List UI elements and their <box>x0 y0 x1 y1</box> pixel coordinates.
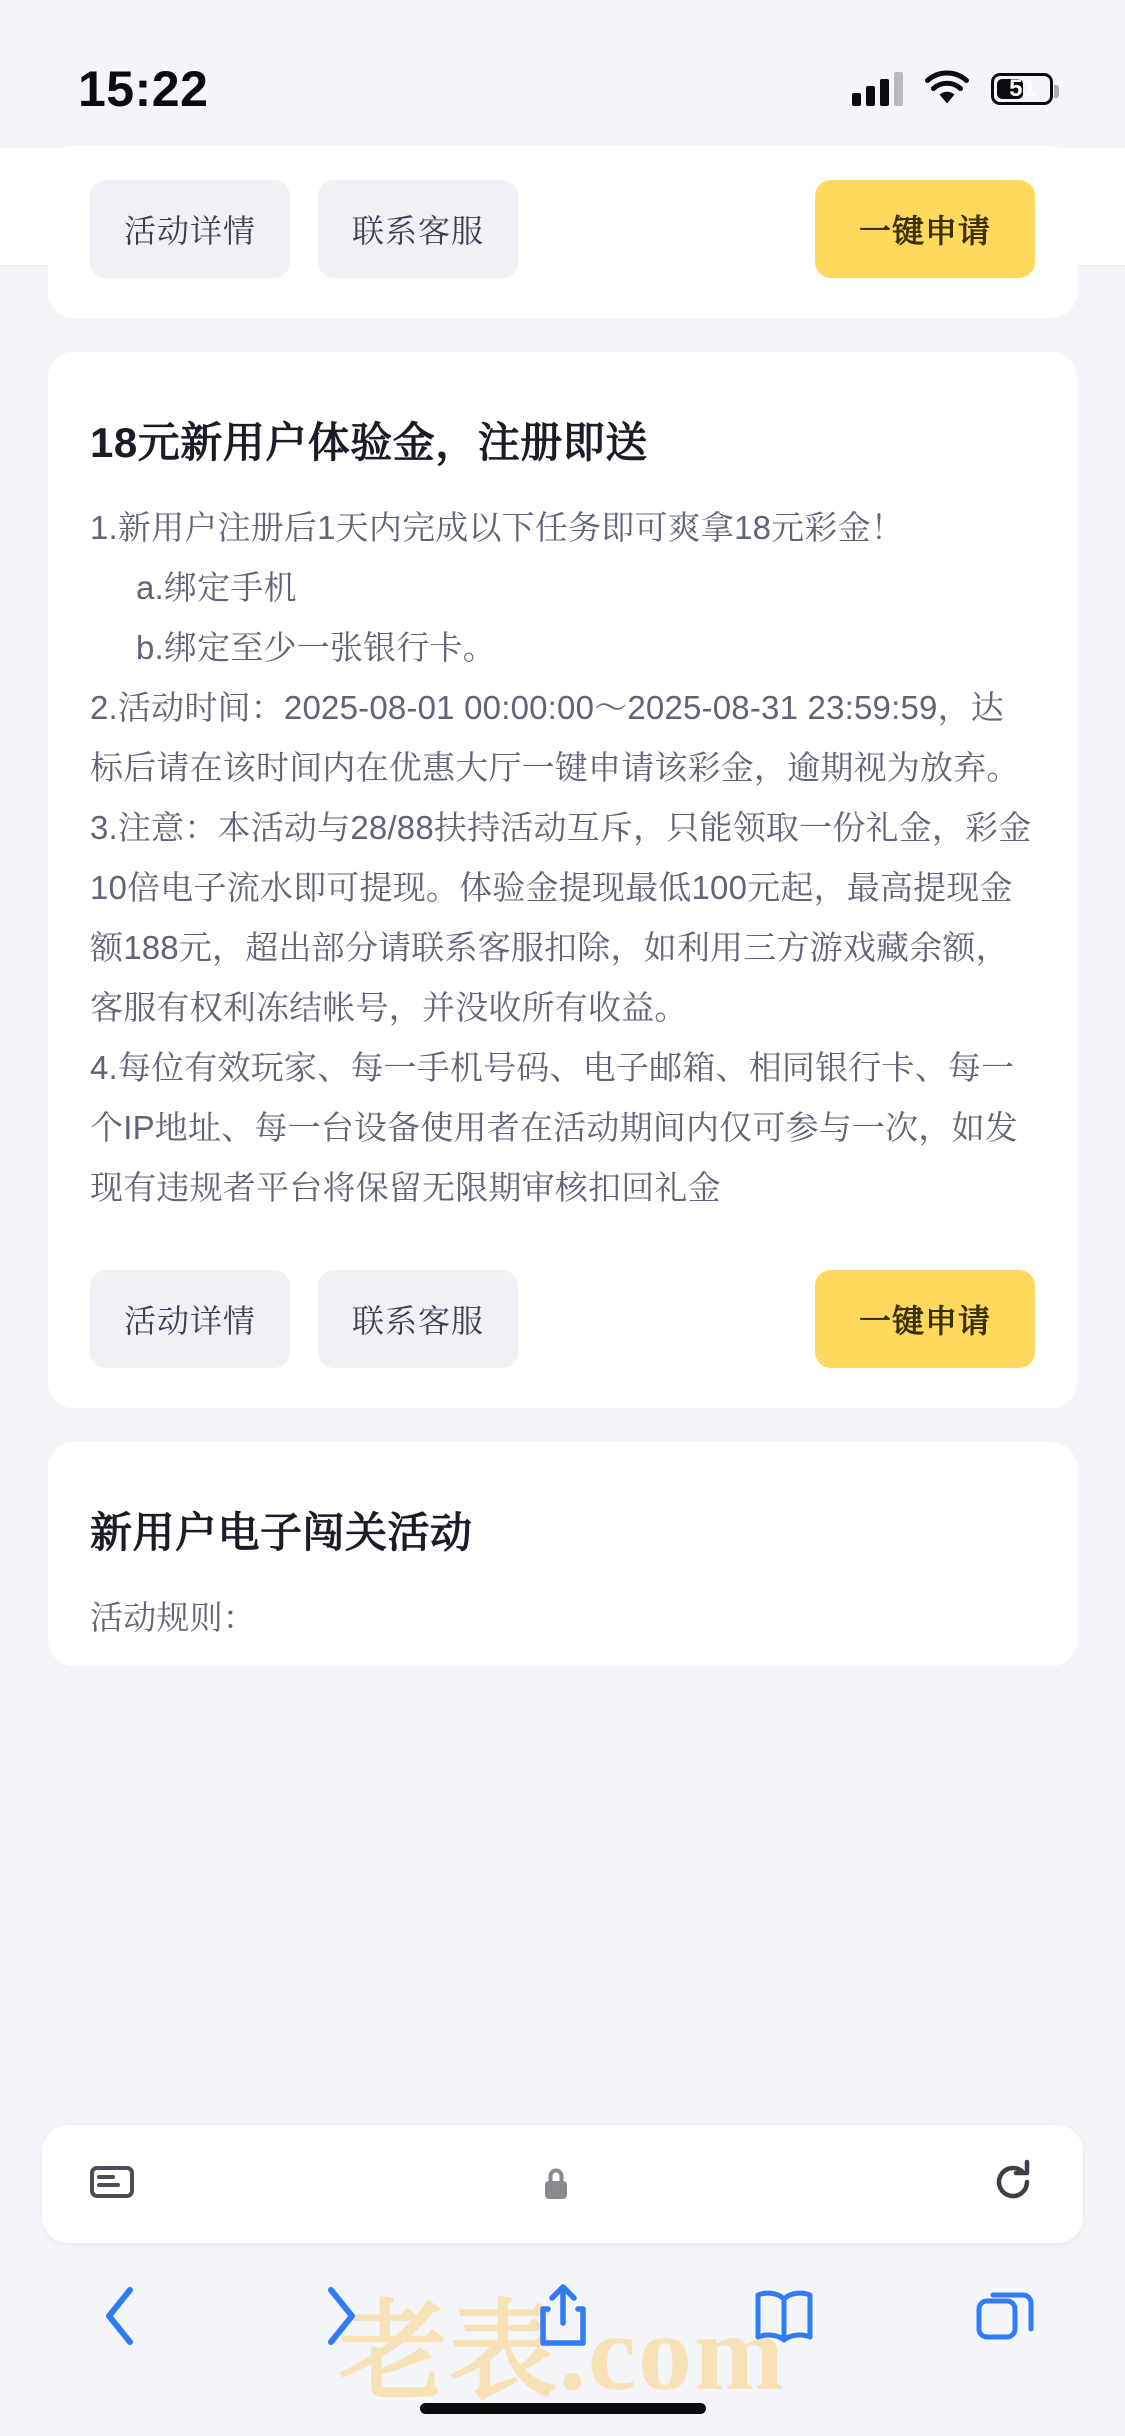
promo-rule-line: a.绑定手机 <box>136 569 297 606</box>
promo-list[interactable] <box>0 213 1125 2111</box>
book-icon <box>752 2287 816 2345</box>
browser-toolbar <box>0 2243 1125 2413</box>
watermark: 老表.com <box>339 2294 786 2413</box>
share-icon <box>535 2281 591 2351</box>
promo-rule-line: 3.注意：本活动与28/88扶持活动互斥，只能领取一份礼金，彩金10倍电子流水即可提现。体验金提现最低100元起，最高提现金额188元，超出部分请联系客服扣除，如利用三方游戏藏余额，客服有权利冻结帐号，并没收所有收益。 <box>90 809 1032 1026</box>
address-text-wrap[interactable] <box>541 2165 585 2203</box>
battery-percent: 51 <box>1009 75 1035 102</box>
back-chevron-icon <box>100 2284 140 2348</box>
promo-rules <box>90 498 1035 1236</box>
status-bar <box>0 0 1125 148</box>
contact-support-button[interactable]: 联系客服 <box>318 1270 518 1368</box>
promo-rule-line: 活动规则： <box>90 1599 256 1636</box>
wifi-icon <box>925 72 969 106</box>
address-bar[interactable] <box>42 2125 1083 2243</box>
address-bar-row <box>0 2125 1125 2243</box>
one-click-apply-button[interactable]: 一键申请 <box>815 1270 1035 1368</box>
promo-card <box>48 1442 1077 1666</box>
promo-rule-line: 1.新用户注册后1天内完成以下任务即可爽拿18元彩金！ <box>90 509 904 546</box>
status-indicators <box>852 72 1053 106</box>
promo-rule-line: 4.每位有效玩家、每一手机号码、电子邮箱、相同银行卡、每一个IP地址、每一台设备使用者在活动期间内仅可参与一次，如发现有违规者平台将保留无限期审核扣回礼金 <box>90 1049 1018 1206</box>
battery-icon <box>991 73 1053 105</box>
cellular-signal-icon <box>852 72 903 106</box>
tabs-icon <box>975 2287 1035 2345</box>
promo-actions <box>90 1236 1035 1408</box>
promo-rules <box>90 1588 1035 1666</box>
promo-card <box>48 352 1077 1408</box>
promo-title: 新用户电子闯关活动 <box>90 1509 473 1556</box>
promo-card-partial <box>48 146 1077 318</box>
details-button[interactable]: 活动详情 <box>90 1270 290 1368</box>
lock-icon <box>541 2165 571 2203</box>
details-button[interactable]: 活动详情 <box>90 180 290 278</box>
reader-view-icon[interactable] <box>88 2162 136 2207</box>
status-time: 15:22 <box>78 61 209 117</box>
browser-forward-button[interactable] <box>293 2273 389 2359</box>
promo-title: 18元新用户体验金，注册即送 <box>90 419 648 466</box>
share-button[interactable] <box>515 2273 611 2359</box>
bookmarks-button[interactable] <box>736 2273 832 2359</box>
tabs-button[interactable] <box>957 2273 1053 2359</box>
one-click-apply-button[interactable]: 一键申请 <box>815 180 1035 278</box>
promo-actions <box>90 146 1035 318</box>
browser-back-button[interactable] <box>72 2273 168 2359</box>
forward-chevron-icon <box>321 2284 361 2348</box>
scroll-fade <box>0 2085 1125 2111</box>
browser-chrome <box>0 2111 1125 2436</box>
promo-rule-line: 2.活动时间：2025-08-01 00:00:00～2025-08-31 23:59:59，达标后请在该时间内在优惠大厅一键申请该彩金，逾期视为放弃。 <box>90 689 1020 786</box>
contact-support-button[interactable]: 联系客服 <box>318 180 518 278</box>
promo-rule-line: b.绑定至少一张银行卡。 <box>136 629 496 666</box>
reload-icon[interactable] <box>989 2158 1037 2211</box>
home-indicator <box>0 2369 1125 2436</box>
